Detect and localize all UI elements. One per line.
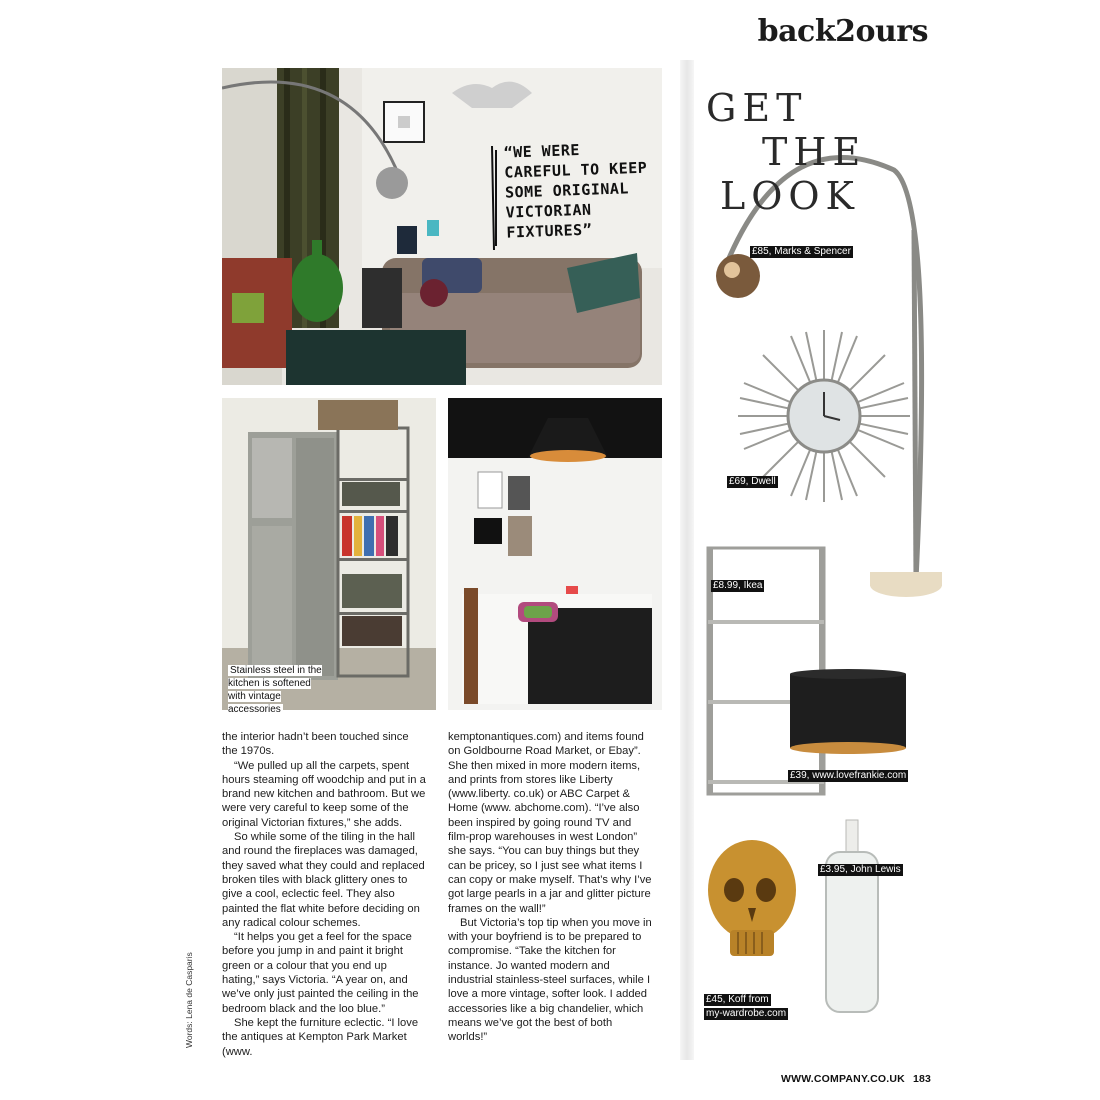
price-tag-shelf: £8.99, Ikea [713,580,763,591]
article-paragraph: But Victoria’s top tip when you move in with your boyfriend is to be prepared to compromise. “Take the kitchen for instance. Jo wanted modern and industrial stainless-steel surfaces, while I love a more vintage, softer look. I added accessories like a big chandelier, which means we’ve got the best of both worlds!” [448,916,652,1044]
get-the-look-title [706,86,866,218]
article-paragraph: So while some of the tiling in the hall and round the fireplaces was damaged, they saved what they could and replaced broken tiles with black glittery ones to give a cool, eclectic feel. They also painted the flat white before deciding on any radical colour schemes. [222,831,425,929]
price-tag-skull-source: my-wardrobe.com [706,1008,787,1019]
article-paragraph: “It helps you get a feel for the space before you jump in and paint it bright green or a colour that you end up hating,” says Victoria. “A year on, and we’ve only just painted the ceiling in the bedroom black and the loo blue.” [222,931,419,1015]
price-tag-lamp: £85, Marks & Spencer [752,246,851,257]
bedroom-photo [448,398,662,710]
page-footer [781,1073,931,1085]
article-column-left [222,730,427,1059]
page-gutter [680,60,694,1060]
article-paragraph: “We pulled up all the carpets, spent hours steaming off woodchip and put in a brand new kitchen and bathroom. But we were very careful to keep some of the original Victorian fixtures,” she adds. [222,759,426,829]
article-paragraph: the interior hadn’t been touched since the 1970s. [222,731,409,758]
section-title: back2ours [757,14,928,49]
price-tag-clock: £69, Dwell [729,476,776,487]
article-paragraph: She kept the furniture eclectic. “I love the antiques at Kempton Park Market (www. [222,1016,419,1058]
price-tag-skull: £45, Koff from [706,994,769,1005]
page-number: 183 [912,1073,932,1085]
footer-site: WWW.COMPANY.CO.UK [781,1073,905,1085]
quote-decoration [490,146,498,250]
get-the-look-line: THE [762,130,867,174]
price-tag-bottle: £3.95, John Lewis [820,864,901,875]
article-column-right [448,730,653,1045]
get-the-look-line: GET [706,86,808,130]
article-paragraph: kemptonantiques.com) and items found on Goldbourne Road Market, or Ebay”. She then mixed in more modern items, and prints from stores like Liberty (www.liberty. co.uk) or ABC Carpet & Home (www. abchome.com). “I’ve also been inspired by going round TV and film-prop warehouses in west London” she says. “You can buy things but they can be pricey, so I just see what items I can copy or make myself. That’s why I’ve got large pearls in a jar and glitter picture frames on the wall!” [448,731,652,915]
get-the-look-line: LOOK [720,174,860,218]
pull-quote: “WE WERE CAREFUL TO KEEP SOME ORIGINAL VICTORIAN FIXTURES” [503,140,648,242]
byline: Words: Lena de Casparis [184,952,194,1048]
product-illustrations [694,80,954,1040]
kitchen-caption-text: Stainless steel in the kitchen is softened with vintage accessories [228,665,322,715]
kitchen-caption [228,664,328,716]
price-tag-lampshade: £39, www.lovefrankie.com [790,770,907,781]
